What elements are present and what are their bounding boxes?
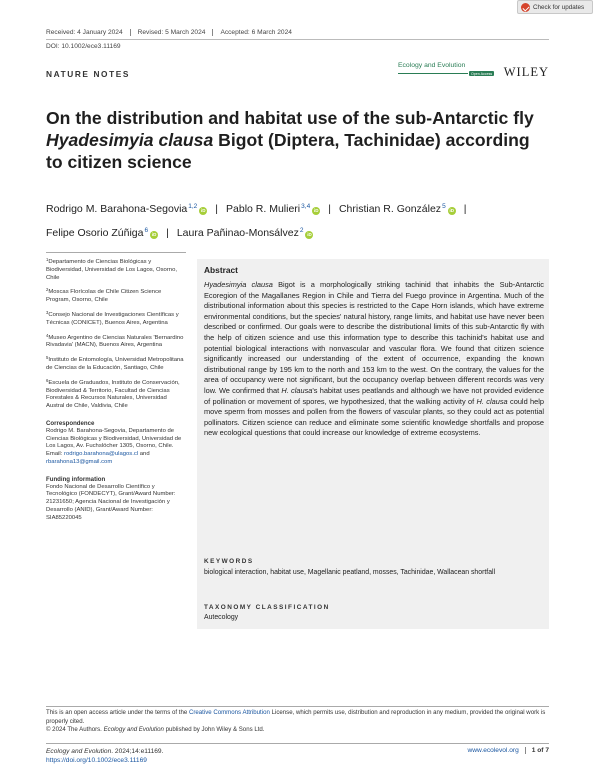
affiliation-text: Moscas Florícolas de Chile Citizen Science Program, Osorno, Chile	[46, 289, 162, 304]
section-label: NATURE NOTES	[46, 69, 131, 79]
orcid-icon[interactable]: iD	[449, 208, 454, 213]
abstract-panel	[197, 259, 549, 629]
footer-doi-link[interactable]: https://doi.org/10.1002/ece3.11169	[46, 757, 147, 765]
license-link[interactable]: Creative Commons Attribution	[188, 709, 270, 716]
author-separator: |	[328, 203, 331, 215]
author-name: Christian R. González	[338, 203, 442, 215]
correspondence-text	[46, 428, 186, 467]
author-separator: |	[215, 203, 219, 215]
email-link-1[interactable]: rodrigo.barahona@ulagos.cl	[64, 451, 139, 458]
open-access-badge: Open Access	[471, 71, 493, 76]
abstract-part-2: 's habitat uses peatlands and although we have not provided evidence of pollination or movement of spores, we hypothesized, that the walking activity of	[204, 385, 544, 406]
accepted-date: Accepted: 6 March 2024	[220, 29, 292, 36]
publisher-logo: WILEY	[503, 65, 549, 79]
license-divider	[46, 706, 549, 707]
author-5	[177, 220, 314, 244]
footer-journal: Ecology and Evolution	[46, 748, 112, 755]
abstract-species: Hyadesimyia clausa	[204, 280, 273, 289]
author-2	[226, 196, 320, 220]
affiliation-number: 6	[46, 377, 49, 383]
affiliation-2	[46, 286, 186, 305]
abstract-part-1: Bigot is a morphologically striking tachinid that inhabits the Sub-Antarctic Ecoregion of the Magallanes Region in Chile and Tierra del Fuego province in Argentina. Much of the distributional information about this species is restricted to the Cape Horn islands, which have extreme environmental conditions, but the species' natural history, range limits, and habitat use have never been described or confirmed. Our goals were to describe the distributional limits of this sub-Antarctic fly with the help of citizen science and use this information type to describe this tachinid's habitat use and potential biological interactions with nonvascular and vascular flora. We found that citizen science significantly increased our understanding of the extent of occurrence, expanding the known distributional range by 195 km to the north and 153 km to the west. On the contrary, the values for the area of occupancy were not significant, but the occupancy overlap between different records was very low. We confirmed that	[204, 280, 544, 395]
affiliation-1	[46, 256, 186, 282]
keywords-text: biological interaction, habitat use, Magellanic peatland, mosses, Tachinidae, Wallacean shortfall	[204, 569, 496, 576]
check-updates-icon	[521, 3, 530, 12]
abstract-species-short: H. clausa	[476, 396, 508, 406]
doi-line: DOI: 10.1002/ece3.11169	[46, 43, 121, 50]
author-affil-ref[interactable]: 6	[144, 227, 149, 234]
abstract-text	[204, 280, 544, 439]
affiliation-text: Departamento de Ciencias Biológicas y Biodiversidad, Universidad de Los Lagos, Osorno, Chile	[46, 259, 177, 281]
email-prefix: Email:	[46, 451, 65, 458]
affiliation-number: 1	[46, 257, 49, 262]
author-affil-ref[interactable]: 2	[299, 227, 304, 234]
affiliation-3	[46, 309, 186, 328]
license-text-1: This is an open access article under the terms of the	[46, 709, 189, 716]
license-text-2: License, which permits use, distribution and reproduction in any medium, provided the original work is properly cited.	[46, 709, 546, 725]
page-number	[525, 747, 549, 754]
affiliation-4	[46, 332, 186, 351]
journal-logo-text: Ecology and Evolution	[398, 62, 466, 69]
title-line-1: On the distribution and habitat use of the sub-Antarctic fly	[46, 108, 534, 128]
affiliation-number: 4	[46, 332, 49, 338]
author-affil-ref[interactable]: 1,2	[188, 203, 198, 210]
affiliation-5	[46, 354, 186, 373]
author-name: Laura Pañinao-Monsálvez	[176, 227, 299, 239]
affiliation-number: 5	[46, 355, 49, 361]
affiliations-column	[46, 256, 186, 523]
funding-text: Fondo Nacional de Desarrollo Científico y Tecnológico (FONDECYT), Grant/Award Number: 21231650; Agencia Nacional de Investigación y Desarrollo (ANID), Grant/Award Number: SIA85220045	[46, 483, 176, 521]
author-affil-ref[interactable]: 5	[442, 203, 446, 210]
footer-divider	[46, 743, 549, 744]
check-for-updates-button[interactable]	[517, 0, 593, 14]
orcid-icon[interactable]: iD	[313, 208, 319, 213]
title-line-2: Bigot (Diptera, Tachinidae) according to citizen science	[46, 129, 530, 172]
footer-right	[467, 747, 549, 754]
copyright-journal: Ecology and Evolution	[103, 726, 164, 734]
author-name: Rodrigo M. Barahona-Segovia	[46, 203, 188, 215]
affiliation-number: 3	[46, 309, 49, 315]
author-separator: |	[463, 203, 467, 215]
affiliations-divider	[46, 252, 186, 253]
affiliation-6	[46, 377, 186, 411]
orcid-icon[interactable]: iD	[307, 232, 312, 237]
revised-date: Revised: 5 March 2024	[138, 29, 214, 36]
affiliation-number: 2	[46, 287, 49, 293]
email-link-2[interactable]: rbarahona13@gmail.com	[46, 458, 113, 465]
abstract-heading: Abstract	[204, 265, 238, 275]
affiliation-text: Escuela de Graduados, Instituto de Conservación, Biodiversidad & Territorio, Facultad de Ciencias Forestales & Recursos Naturales, Universidad Austral de Chile, Valdivia, Chile	[46, 379, 180, 410]
author-4	[46, 220, 158, 244]
header-divider	[46, 39, 549, 40]
journal-brand	[398, 62, 549, 82]
article-title	[46, 108, 546, 173]
footer-citation	[46, 747, 163, 765]
funding-heading: Funding information	[46, 475, 106, 483]
page-number-text: 1 of 7	[531, 747, 549, 754]
orcid-icon[interactable]: iD	[201, 208, 206, 213]
affiliation-text: Instituto de Entomología, Universidad Metropolitana de Ciencias de la Educación, Santiago, Chile	[46, 357, 184, 371]
orcid-icon[interactable]: iD	[151, 232, 157, 237]
correspondence-heading: Correspondence	[46, 419, 95, 427]
author-3	[339, 196, 456, 220]
article-history	[46, 29, 306, 36]
copyright-publisher: published by John Wiley & Sons Ltd.	[163, 726, 265, 734]
author-affil-ref[interactable]: 3,4	[301, 203, 311, 210]
author-list	[46, 196, 546, 244]
affiliation-text: Consejo Nacional de Investigaciones Científicas y Técnicas (CONICET), Buenos Aires, Argentina	[46, 311, 179, 326]
journal-site-link[interactable]: www.ecolevol.org	[467, 747, 519, 754]
check-updates-label: Check for updates	[533, 3, 585, 11]
license-notice	[46, 709, 549, 735]
correspondence-address: Rodrigo M. Barahona-Segovia, Departamento de Ciencias Biológicas y Biodiversidad, Universidad de Los Lagos, Av. Fuchslöcher 1305, Osorno, Chile.	[46, 427, 182, 450]
author-name: Pablo R. Mulieri	[226, 203, 301, 215]
author-separator: |	[166, 227, 169, 239]
author-1	[46, 196, 207, 220]
copyright-text: © 2024 The Authors.	[46, 726, 104, 734]
keywords-heading: KEYWORDS	[204, 558, 254, 565]
received-date: Received: 4 January 2024	[46, 29, 131, 36]
title-species: Hyadesimyia clausa	[46, 129, 214, 150]
taxonomy-text: Autecology	[204, 614, 239, 621]
footer-citation-text: . 2024;14:e11169.	[111, 748, 164, 755]
affiliation-text: Museo Argentino de Ciencias Naturales 'Bernardino Rivadavia' (MACN), Buenos Aires, Argentina	[46, 334, 184, 349]
abstract-part-3: could help move sperm from mosses and pollen from the flowers of vascular plants, so they could act as potential pollinators. Citizen science can reduce and eliminate some scientific knowledge shortfalls and propose new ecological questions that could increase our knowledge of extreme ecosystems.	[204, 396, 544, 438]
abstract-species-short: H. clausa	[281, 385, 313, 395]
email-and: and	[138, 451, 150, 458]
journal-logo-rule	[398, 73, 468, 74]
author-name: Felipe Osorio Zúñiga	[46, 227, 144, 239]
taxonomy-heading: TAXONOMY CLASSIFICATION	[204, 604, 330, 611]
